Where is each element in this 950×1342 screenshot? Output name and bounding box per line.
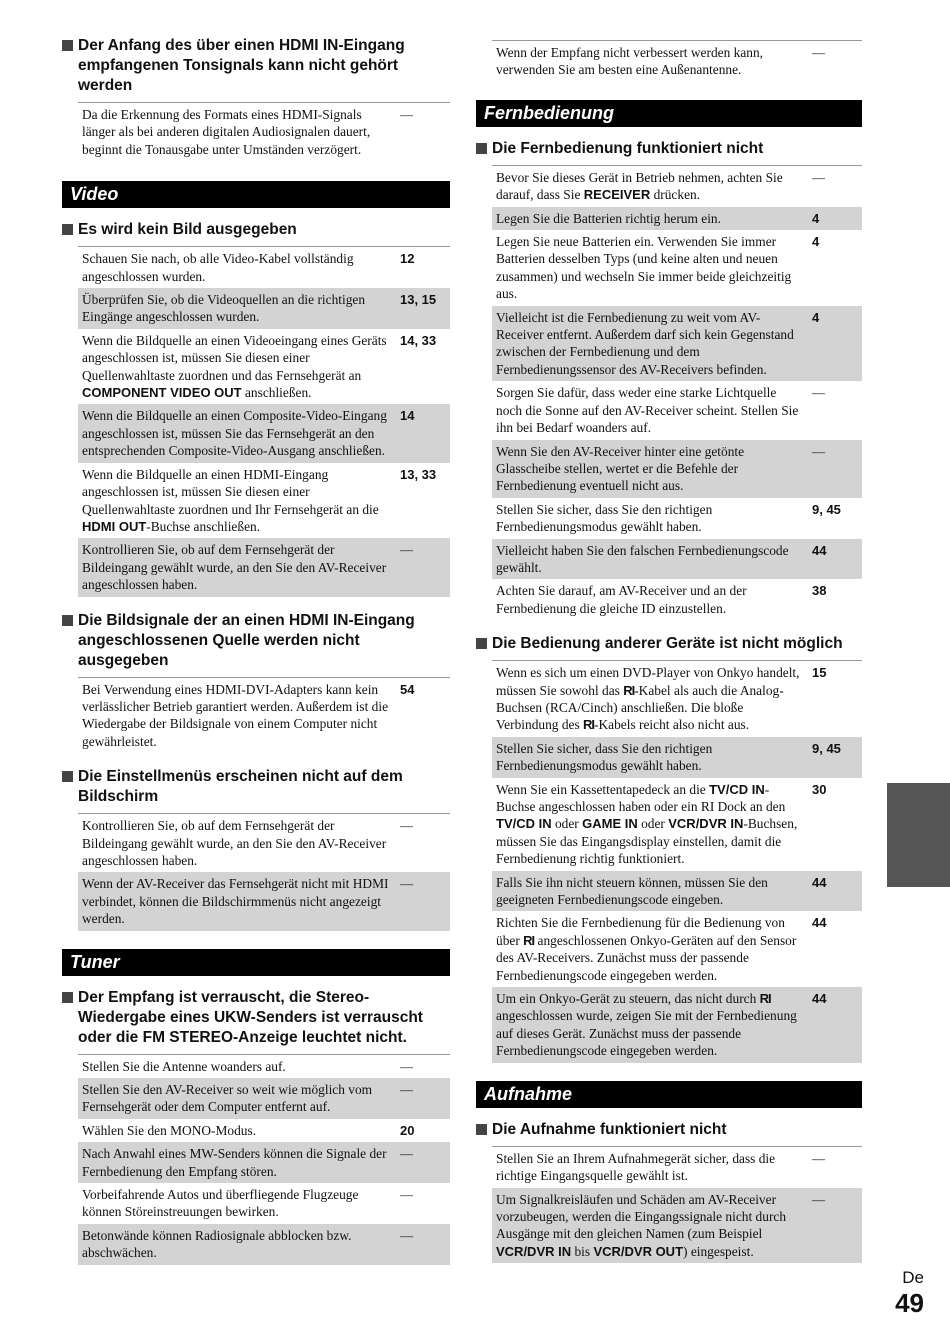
table-row: Kontrollieren Sie, ob auf dem Fernsehgerät der Bildeingang gewählt wurde, an den Sie den AV-Receiver angeschlossen haben. —	[78, 538, 450, 596]
table-other-devices	[492, 660, 862, 1063]
ri-logo-icon: RI	[623, 682, 635, 698]
chapter-tab	[887, 783, 950, 887]
table-tuner-continued	[492, 40, 862, 82]
table-row: Wenn der AV-Receiver das Fernsehgerät nicht mit HDMI verbindet, können die Bildschirmmenüs nicht angezeigt werden. —	[78, 872, 450, 930]
page-number: 49	[895, 1288, 924, 1318]
heading-other-devices: Die Bedienung anderer Geräte ist nicht möglich	[476, 634, 862, 654]
ri-logo-icon: RI	[759, 991, 771, 1007]
table-hdmi-video	[78, 677, 450, 754]
heading-no-picture: Es wird kein Bild ausgegeben	[62, 220, 450, 240]
table-row: Vorbeifahrende Autos und überfliegende Flugzeuge können Störeinstreuungen bewirken. —	[82, 1187, 413, 1220]
table-row: Nach Anwahl eines MW-Senders können die Signale der Fernbedienung den Empfang stören. —	[78, 1142, 450, 1183]
table-row: Stellen Sie sicher, dass Sie den richtigen Fernbedienungsmodus gewählt haben. 9, 45	[492, 737, 862, 778]
table-no-picture	[78, 246, 450, 596]
table-row: Wenn Sie ein Kassettentapedeck an die TV/CD IN-Buchse angeschlossen haben oder ein RI Dock an den TV/CD IN oder GAME IN oder VCR/DVR IN-Buchsen, müssen Sie das Eingangsdisplay einstellen, damit die Fernbedienung richtig funktioniert. 30	[496, 781, 827, 867]
table-row: Überprüfen Sie, ob die Videoquellen an die richtigen Eingänge angeschlossen wurden. 13, 15	[78, 288, 450, 329]
table-row: Wenn die Bildquelle an einen Composite-Video-Eingang angeschlossen ist, müssen Sie das Fernsehgerät an den entsprechenden Composite-Video-Ausgang anschließen. 14	[78, 404, 450, 462]
table-row: Vielleicht ist die Fernbedienung zu weit vom AV-Receiver entfernt. Außerdem darf sich kein Gegenstand zwischen der Fernbedienung und dem Fernbedienungssensor des AV-Receivers befinden. 4	[492, 306, 862, 382]
table-row: Stellen Sie sicher, dass Sie den richtigen Fernbedienungsmodus gewählt haben. 9, 45	[496, 501, 841, 535]
section-remote: Fernbedienung	[476, 100, 862, 127]
left-column	[62, 36, 450, 1279]
table-row: Stellen Sie die Antenne woanders auf. —	[82, 1058, 413, 1074]
table-row: Schauen Sie nach, ob alle Video-Kabel vollständig angeschlossen wurden. 12	[82, 251, 415, 284]
square-bullet-icon	[476, 638, 487, 649]
table-row: Wenn es sich um einen DVD-Player von Onkyo handelt, müssen Sie sowohl das RI-Kabel als auch die Analog-Buchsen (RCA/Cinch) anschließen. Die bloße Verbindung des RI-Kabels reicht also nicht aus. 15	[496, 665, 827, 733]
square-bullet-icon	[476, 1124, 487, 1135]
heading-remote-not-working: Die Fernbedienung funktioniert nicht	[476, 139, 862, 159]
table-row: Kontrollieren Sie, ob auf dem Fernsehgerät der Bildeingang gewählt wurde, an den Sie den AV-Receiver angeschlossen haben. —	[82, 818, 413, 868]
square-bullet-icon	[62, 40, 73, 51]
square-bullet-icon	[62, 771, 73, 782]
heading-recording: Die Aufnahme funktioniert nicht	[476, 1120, 862, 1140]
table-setup-menu	[78, 813, 450, 930]
table-row: Vielleicht haben Sie den falschen Fernbedienungscode gewählt. 44	[492, 539, 862, 580]
table-hdmi-audio	[78, 102, 450, 161]
square-bullet-icon	[62, 992, 73, 1003]
square-bullet-icon	[476, 143, 487, 154]
table-row: Wählen Sie den MONO-Modus. 20	[82, 1122, 415, 1138]
ri-logo-icon: RI	[523, 932, 535, 948]
table-row: Falls Sie ihn nicht steuern können, müssen Sie den geeigneten Fernbedienungscode eingeben. 44	[492, 871, 862, 912]
table-row: Bei Verwendung eines HDMI-DVI-Adapters kann kein verlässlicher Betrieb garantiert werden. Außerdem ist die Wiedergabe der Bildsignale von einem Computer nicht gewährleistet. 54	[82, 681, 415, 749]
table-row: Bevor Sie dieses Gerät in Betrieb nehmen, achten Sie darauf, dass Sie RECEIVER drücken. —	[496, 169, 825, 203]
table-recording	[492, 1146, 862, 1263]
heading-hdmi-video: Die Bildsignale der an einen HDMI IN-Eingang angeschlossenen Quelle werden nicht ausgegeben	[62, 611, 450, 671]
square-bullet-icon	[62, 224, 73, 235]
heading-hdmi-audio: Der Anfang des über einen HDMI IN-Eingang empfangenen Tonsignals kann nicht gehört werden	[62, 36, 450, 96]
section-recording: Aufnahme	[476, 1081, 862, 1108]
table-row: Wenn Sie den AV-Receiver hinter eine getönte Glasscheibe stellen, wertet er die Befehle der Fernbedienung eventuell nicht aus. —	[492, 440, 862, 498]
table-row: Betonwände können Radiosignale abblocken bzw. abschwächen. —	[78, 1224, 450, 1265]
table-row: Legen Sie die Batterien richtig herum ein. 4	[492, 207, 862, 230]
right-column	[476, 40, 862, 1277]
table-row: Richten Sie die Fernbedienung für die Bedienung von über RI angeschlossenen Onkyo-Geräten auf den Sensor des AV-Receivers. Zunächst muss der passende Fernbedienungscode eingegeben werden. 44	[496, 915, 827, 983]
table-row: Stellen Sie an Ihrem Aufnahmegerät sicher, dass die richtige Eingangsquelle gewählt ist. —	[496, 1150, 825, 1184]
heading-setup-menu: Die Einstellmenüs erscheinen nicht auf dem Bildschirm	[62, 767, 450, 807]
section-tuner: Tuner	[62, 949, 450, 976]
table-row: Um ein Onkyo-Gerät zu steuern, das nicht durch RI angeschlossen wurde, zeigen Sie mit der Fernbedienung auf dieses Gerät. Zunächst muss der passende Fernbedienungscode eingegeben werden. 44	[492, 987, 862, 1063]
table-row: Da die Erkennung des Formats eines HDMI-Signals länger als bei anderen digitalen Audiosignalen dauert, beginnt die Tonausgabe unter Umständen verzögert. —	[82, 107, 413, 157]
language-label: De	[902, 1268, 924, 1287]
square-bullet-icon	[62, 615, 73, 626]
table-remote-not-working	[492, 165, 862, 620]
table-row: Stellen Sie den AV-Receiver so weit wie möglich vom Fernsehgerät oder dem Computer entfernt auf. —	[78, 1078, 450, 1119]
heading-noisy-reception: Der Empfang ist verrauscht, die Stereo-Wiedergabe eines UKW-Senders ist verrauscht oder die FM STEREO-Anzeige leuchtet nicht.	[62, 988, 450, 1048]
ri-logo-icon: RI	[583, 717, 595, 733]
section-video: Video	[62, 181, 450, 208]
table-row: Um Signalkreisläufen und Schäden am AV-Receiver vorzubeugen, werden die Eingangssignale nicht durch Ausgänge mit den gleichen Namen (zum Beispiel VCR/DVR IN bis VCR/DVR OUT) eingespeist. —	[492, 1188, 862, 1264]
table-row: Sorgen Sie dafür, dass weder eine starke Lichtquelle noch die Sonne auf den AV-Receiver scheint. Stellen Sie ihn bei Bedarf woanders auf. —	[496, 385, 825, 436]
table-row: Achten Sie darauf, am AV-Receiver und an der Fernbedienung die gleiche ID einzustellen. 38	[496, 583, 827, 616]
table-noisy-reception	[78, 1054, 450, 1265]
table-row: Wenn die Bildquelle an einen Videoeingang eines Geräts angeschlossen ist, müssen Sie diesen einer Quellenwahltaste zuordnen und das Fernsehgerät an COMPONENT VIDEO OUT anschließen. 14, 33	[82, 332, 437, 401]
table-row: Legen Sie neue Batterien ein. Verwenden Sie immer Batterien desselben Typs (und keine alten und neuen zusammen) und wechseln Sie immer beide gleichzeitig aus. 4	[496, 234, 820, 302]
table-row: Wenn der Empfang nicht verbessert werden kann, verwenden Sie am besten eine Außenantenne. —	[496, 45, 825, 78]
table-row: Wenn die Bildquelle an einen HDMI-Eingang angeschlossen ist, müssen Sie diesen einer Quellenwahltaste zuordnen und Ihr Fernsehgerät an die HDMI OUT-Buchse anschließen. 13, 33	[82, 466, 437, 534]
